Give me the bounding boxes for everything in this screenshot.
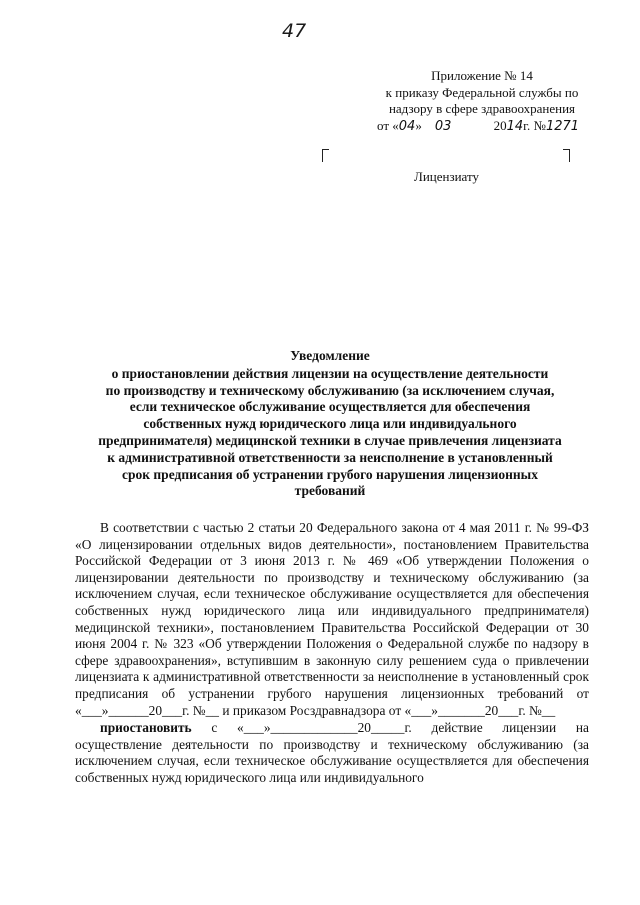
address-bracket-left: [322, 149, 329, 162]
decision-keyword: приостановить: [100, 720, 192, 736]
title-line: требований: [294, 483, 366, 499]
title-line: собственных нужд юридического лица или индивидуального: [143, 416, 517, 432]
address-bracket-right: [563, 149, 570, 162]
order-year-prefix: 20: [493, 117, 507, 133]
title-line: срок предписания об устранении грубого нарушения лицензионных: [122, 466, 538, 482]
appendix-header: [352, 68, 612, 135]
addressee-label: Лицензиату: [414, 169, 479, 184]
order-number-label: г. №: [523, 117, 546, 133]
title-line: предпринимателя) медицинской техники в случае привлечения лицензиата: [98, 432, 562, 448]
title-line: по производству и техническому обслуживанию (за исключением случая,: [105, 382, 555, 398]
handwritten-page-number: 47: [282, 20, 307, 42]
order-from-label: от «: [377, 117, 399, 133]
order-month-handwritten: 03: [434, 118, 452, 134]
title-line: к административной ответственности за неисполнение в установленный: [107, 449, 553, 465]
decision-text: с «___»_____________20_____г. действие лицензии на осуществление деятельности по производству и техническому обслуживанию (за исключением случая, если техническое обслуживание осуществляется для обеспечения собственных нужд юридического лица или индивидуального: [75, 720, 589, 785]
appendix-number: Приложение № 14: [431, 68, 533, 83]
body-paragraph-legal-basis: В соответствии с частью 2 статьи 20 Федерального закона от 4 мая 2011 г. № 99-ФЗ «О лицензировании отдельных видов деятельности», постановлением Правительства Российской Федерации от 3 июня 2013 г. № 469 «Об утверждении Положения о лицензировании деятельности по производству и техническому обслуживанию (за исключением случая, если техническое обслуживание осуществляется для обеспечения собственных нужд юридического лица или индивидуального предпринимателя) медицинской техники», постановлением Правительства Российской Федерации от 30 июня 2004 г. № 323 «Об утверждении Положения о Федеральной службе по надзору в сфере здравоохранения», вступившим в законную силу решением суда о привлечении лицензиата к административной ответственности за неисполнение в установленный срок предписания об устранении грубого нарушения лицензионных требований от «___»______20___г. №__ и приказом Росздравнадзора от «___»_______20___г. №__: [75, 520, 589, 718]
order-quote-close: »: [415, 117, 422, 133]
notice-heading: Уведомление: [290, 348, 370, 363]
notice-body: [75, 520, 589, 787]
order-date-line: [352, 118, 612, 136]
title-line: о приостановлении действия лицензии на осуществление деятельности: [111, 365, 549, 381]
appendix-order-ref: к приказу Федеральной службы по: [385, 84, 579, 100]
notice-title: [70, 348, 590, 500]
body-paragraph-decision: [75, 720, 589, 786]
title-line: если техническое обслуживание осуществляется для обеспечения: [129, 399, 531, 415]
order-number-handwritten: 1271: [545, 118, 580, 134]
appendix-order-ref-2: надзору в сфере здравоохранения: [388, 101, 576, 116]
order-year-handwritten: 14: [506, 118, 524, 134]
order-day-handwritten: 04: [398, 118, 416, 134]
